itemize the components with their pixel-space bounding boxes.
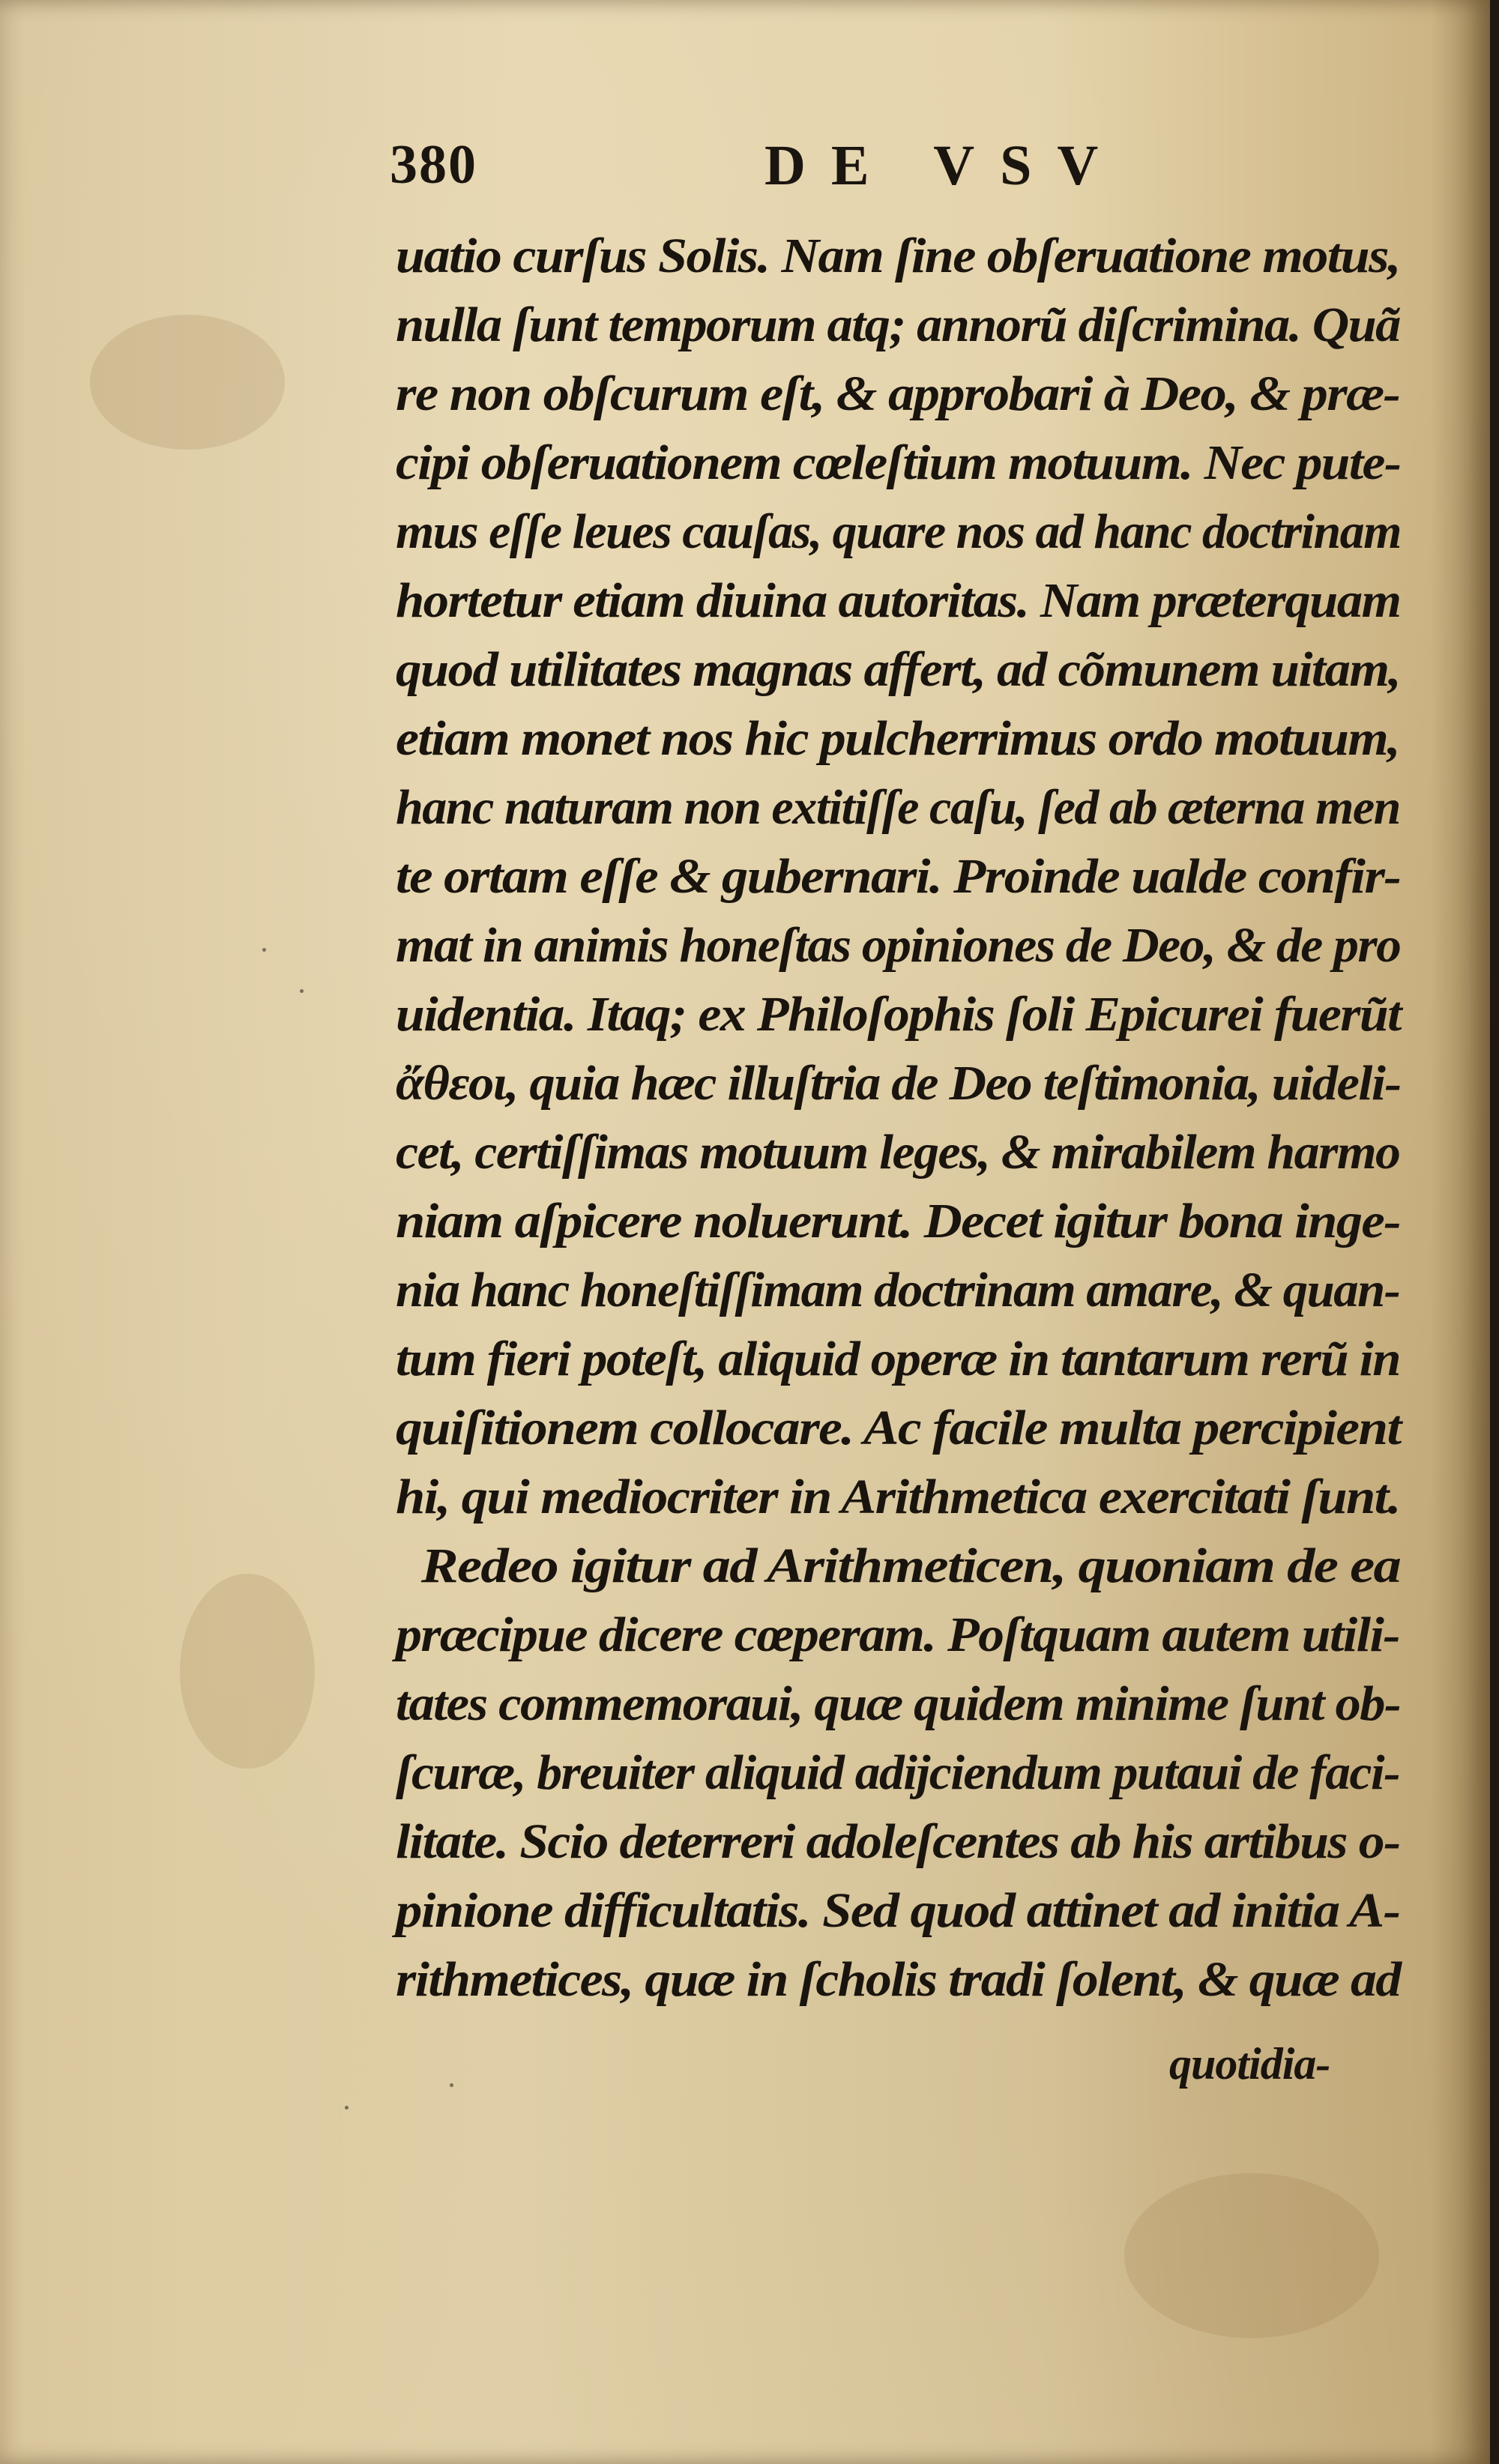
text-line: mat in animis honeſtas opiniones de Deo, & de pro bbox=[396, 918, 1401, 973]
text-line: Redeo igitur ad Arithmeticen, quoniam de ea bbox=[420, 1539, 1401, 1593]
text-line: ἄθεοι, quia hæc illuſtria de Deo teſtimonia, uideli- bbox=[396, 1056, 1401, 1111]
text-line: cipi obſeruationem cœleſtium motuum. Nec pute- bbox=[396, 435, 1401, 490]
text-line: tates commemoraui, quæ quidem minime ſunt ob- bbox=[396, 1676, 1401, 1731]
ink-speck bbox=[450, 2083, 453, 2087]
text-line: tum fieri poteſt, aliquid operæ in tantarum rerũ in bbox=[396, 1332, 1400, 1386]
text-line: mus eſſe leues cauſas, quare nos ad hanc doctrinam bbox=[396, 504, 1401, 559]
text-line: uatio curſus Solis. Nam ſine obſeruatione motus, bbox=[396, 229, 1400, 283]
paper-stain bbox=[90, 315, 285, 450]
text-line: niam aſpicere noluerunt. Decet igitur bona inge- bbox=[396, 1194, 1401, 1248]
ink-speck bbox=[345, 2106, 349, 2110]
text-line: quiſitionem collocare. Ac facile multa percipient bbox=[396, 1401, 1401, 1455]
text-line: quod utilitates magnas affert, ad cõmunem uitam, bbox=[396, 642, 1401, 697]
text-line: ſcuræ, breuiter aliquid adijciendum putaui de faci- bbox=[396, 1745, 1400, 1800]
catchword: quotidia- bbox=[1169, 2039, 1330, 2089]
running-head: DE VSV bbox=[764, 134, 1124, 197]
ink-speck bbox=[262, 948, 266, 952]
page-number: 380 bbox=[390, 134, 477, 196]
text-line: re non obſcurum eſt, & approbari à Deo, & præ- bbox=[396, 366, 1400, 421]
paper-stain bbox=[1124, 2173, 1379, 2338]
text-line: litate. Scio deterreri adoleſcentes ab his artibus o- bbox=[396, 1814, 1400, 1869]
text-line: hanc naturam non extitiſſe caſu, ſed ab æterna men bbox=[396, 780, 1400, 835]
text-line: hortetur etiam diuina autoritas. Nam præterquam bbox=[396, 573, 1401, 628]
text-line: etiam monet nos hic pulcherrimus ordo motuum, bbox=[396, 711, 1399, 766]
paper-stain bbox=[180, 1574, 315, 1769]
ink-speck bbox=[300, 989, 304, 993]
text-line: pinione difficultatis. Sed quod attinet ad initia A- bbox=[396, 1883, 1400, 1938]
binding-edge bbox=[1490, 0, 1499, 2464]
text-line: nulla ſunt temporum atq; annorũ diſcrimina. Quã bbox=[396, 298, 1400, 352]
text-line: cet, certiſſimas motuum leges, & mirabilem harmo bbox=[396, 1125, 1400, 1180]
text-line: uidentia. Itaq; ex Philoſophis ſoli Epicurei fuerũt bbox=[396, 987, 1401, 1042]
text-line: præcipue dicere cœperam. Poſtquam autem utili- bbox=[396, 1607, 1399, 1662]
text-line: hi, qui mediocriter in Arithmetica exercitati ſunt. bbox=[396, 1470, 1400, 1524]
text-line: rithmetices, quæ in ſcholis tradi ſolent, & quæ ad bbox=[396, 1952, 1401, 2007]
page-header bbox=[390, 133, 1139, 208]
text-line: nia hanc honeſtiſſimam doctrinam amare, & quan- bbox=[396, 1263, 1400, 1317]
body-text bbox=[396, 222, 1415, 2014]
text-line: te ortam eſſe & gubernari. Proinde ualde confir- bbox=[396, 849, 1401, 904]
